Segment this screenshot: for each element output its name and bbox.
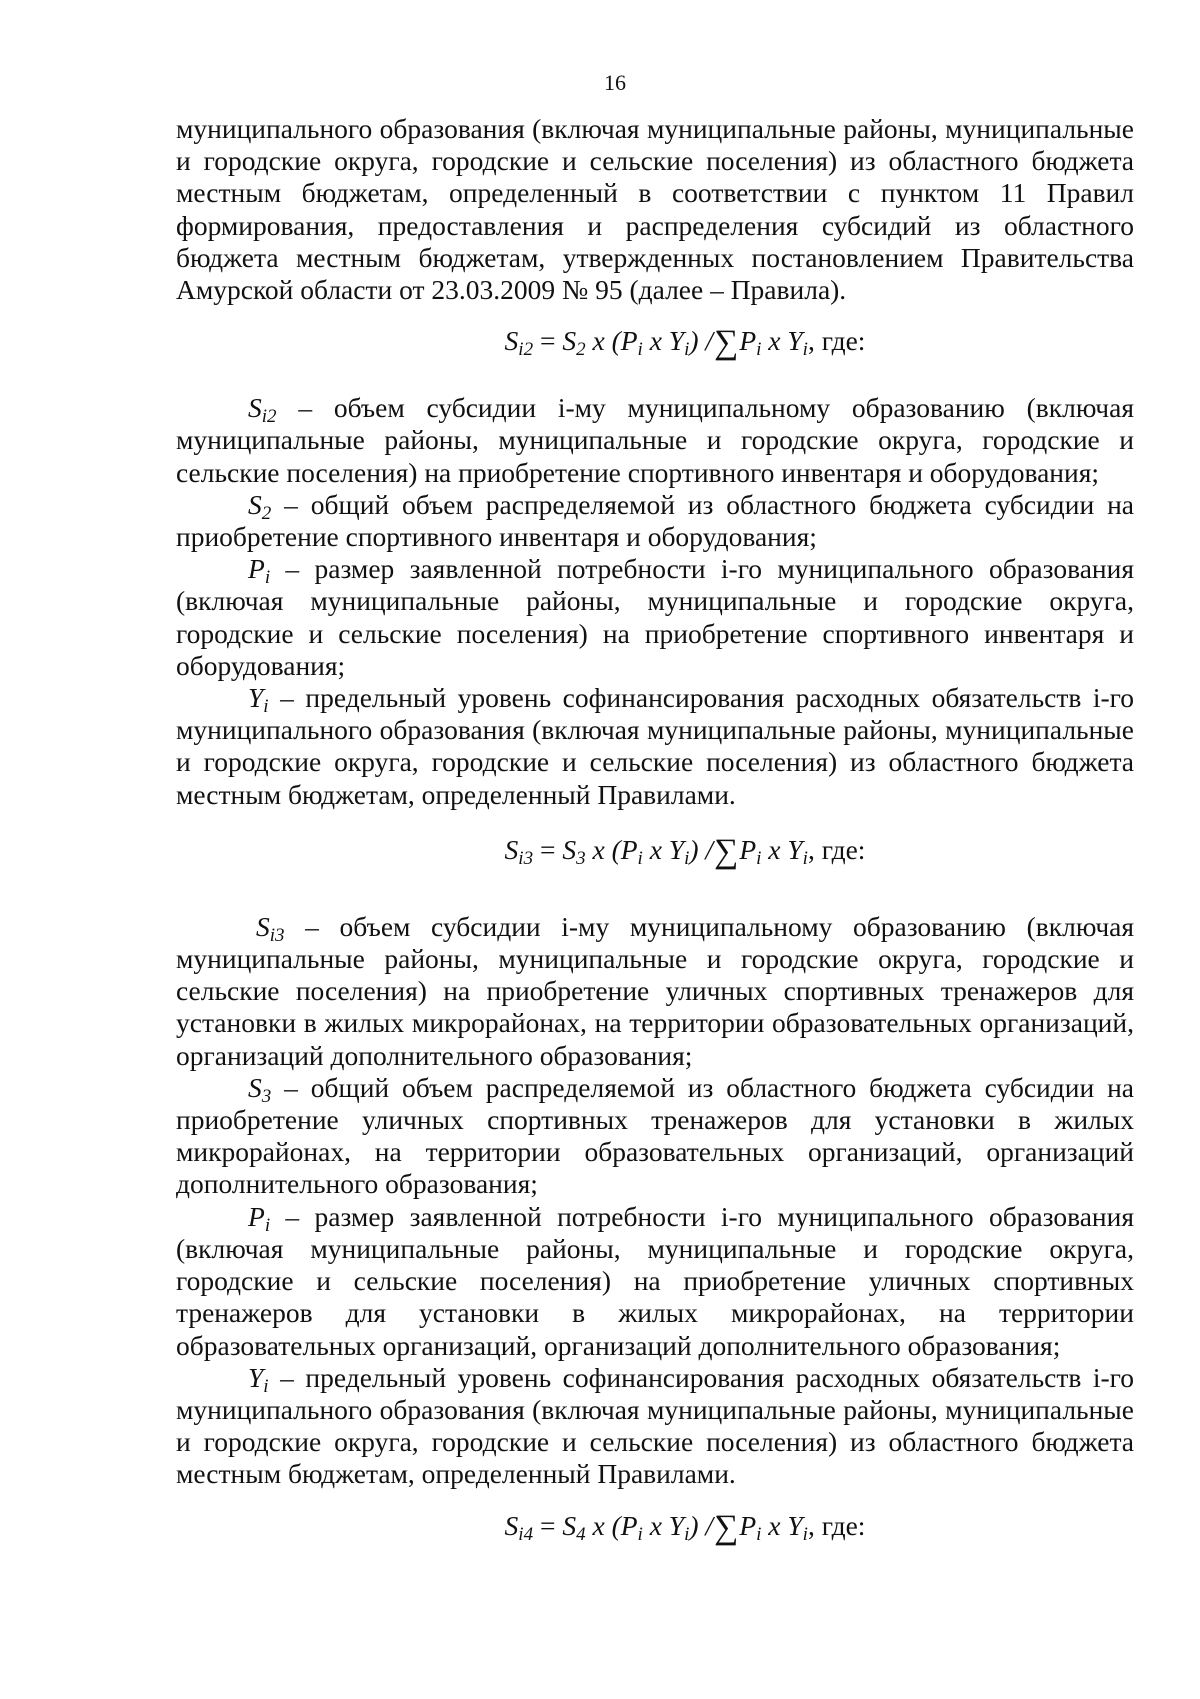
page-number: 16 [604, 70, 626, 95]
definition-yi-1: $Y_i$ – предельный уровень софинансирования расходных обязательств i-го муниципального образования (включая муниципальные районы, муниципальные и городские округа, городские и сельские поселения) из областного бюджета местным бюджетам, определенный Правилами. [176, 682, 1135, 810]
definition-si2: $S_{i2}$ – объем субсидии i-му муниципальному образованию (включая муниципальные районы, муниципальные и городские округа, городские и сельские поселения) на приобретение спортивного инвентаря и оборудования; [176, 392, 1134, 488]
definition-s3: $S_3$ – общий объем распределяемой из областного бюджета субсидии на приобретение уличных спортивных тренажеров для установки в жилых микрорайонах, на территории образовательных организаций, организаций дополнительного образования; [176, 1071, 1134, 1200]
definition-pi-1: $P_i$ – размер заявленной потребности i-го муниципального образования (включая муниципальные районы, муниципальные и городские округа, городские и сельские поселения) на приобретение спортивного инвентаря и оборудования; [176, 553, 1135, 681]
definition-si3: $S_{i3}$ – объем субсидии i-му муниципальному образованию (включая муниципальные районы, муниципальные и городские округа, городские и сельские поселения) на приобретение уличных спортивных тренажеров для установки в жилых микрорайонах, на территории образовательных организаций, организаций дополнительного образования; [176, 910, 1134, 1071]
formula-si2: $S_{i2} = S_2$ x ($P_i$ x $Y_i$) $/\sum P_i$ x $Y_i$, где: [504, 324, 866, 362]
definition-yi-2: $Y_i$ – предельный уровень софинансирования расходных обязательств i-го муниципального образования (включая муниципальные районы, муниципальные и городские округа, городские и сельские поселения) из областного бюджета местным бюджетам, определенный Правилами. [176, 1361, 1135, 1490]
sigma-symbol: ∑ [714, 832, 739, 870]
definition-pi-2: $P_i$ – размер заявленной потребности i-го муниципального образования (включая муниципальные районы, муниципальные и городские округа, городские и сельские поселения) на приобретение уличных спортивных тренажеров для установки в жилых микрорайонах, на территории образовательных организаций, организаций дополнительного образования; [176, 1200, 1135, 1361]
document-body [176, 113, 1134, 1545]
sigma-symbol: ∑ [714, 324, 739, 362]
formula-si3: $S_{i3} = S_3$ x ($P_i$ x $Y_i$) $/\sum P_i$ x $Y_i$, где: [504, 832, 866, 870]
sigma-symbol: ∑ [714, 1508, 739, 1546]
definition-s2: $S_2$ – общий объем распределяемой из областного бюджета субсидии на приобретение спортивного инвентаря и оборудования; [176, 488, 1134, 553]
paragraph-intro: муниципального образования (включая муниципальные районы, муниципальные и городские округа, городские и сельские поселения) из областного бюджета местным бюджетам, определенный в соответствии с пунктом 11 Правил формирования, предоставления и распределения субсидий из областного бюджета местным бюджетам, утвержденных постановлением Правительства Амурской области от 23.03.2009 № 95 (далее – Правила). [176, 113, 1134, 306]
formula-si4: $S_{i4} = S_4$ x ($P_i$ x $Y_i$) $/\sum P_i$ x $Y_i$, где: [504, 1508, 866, 1546]
